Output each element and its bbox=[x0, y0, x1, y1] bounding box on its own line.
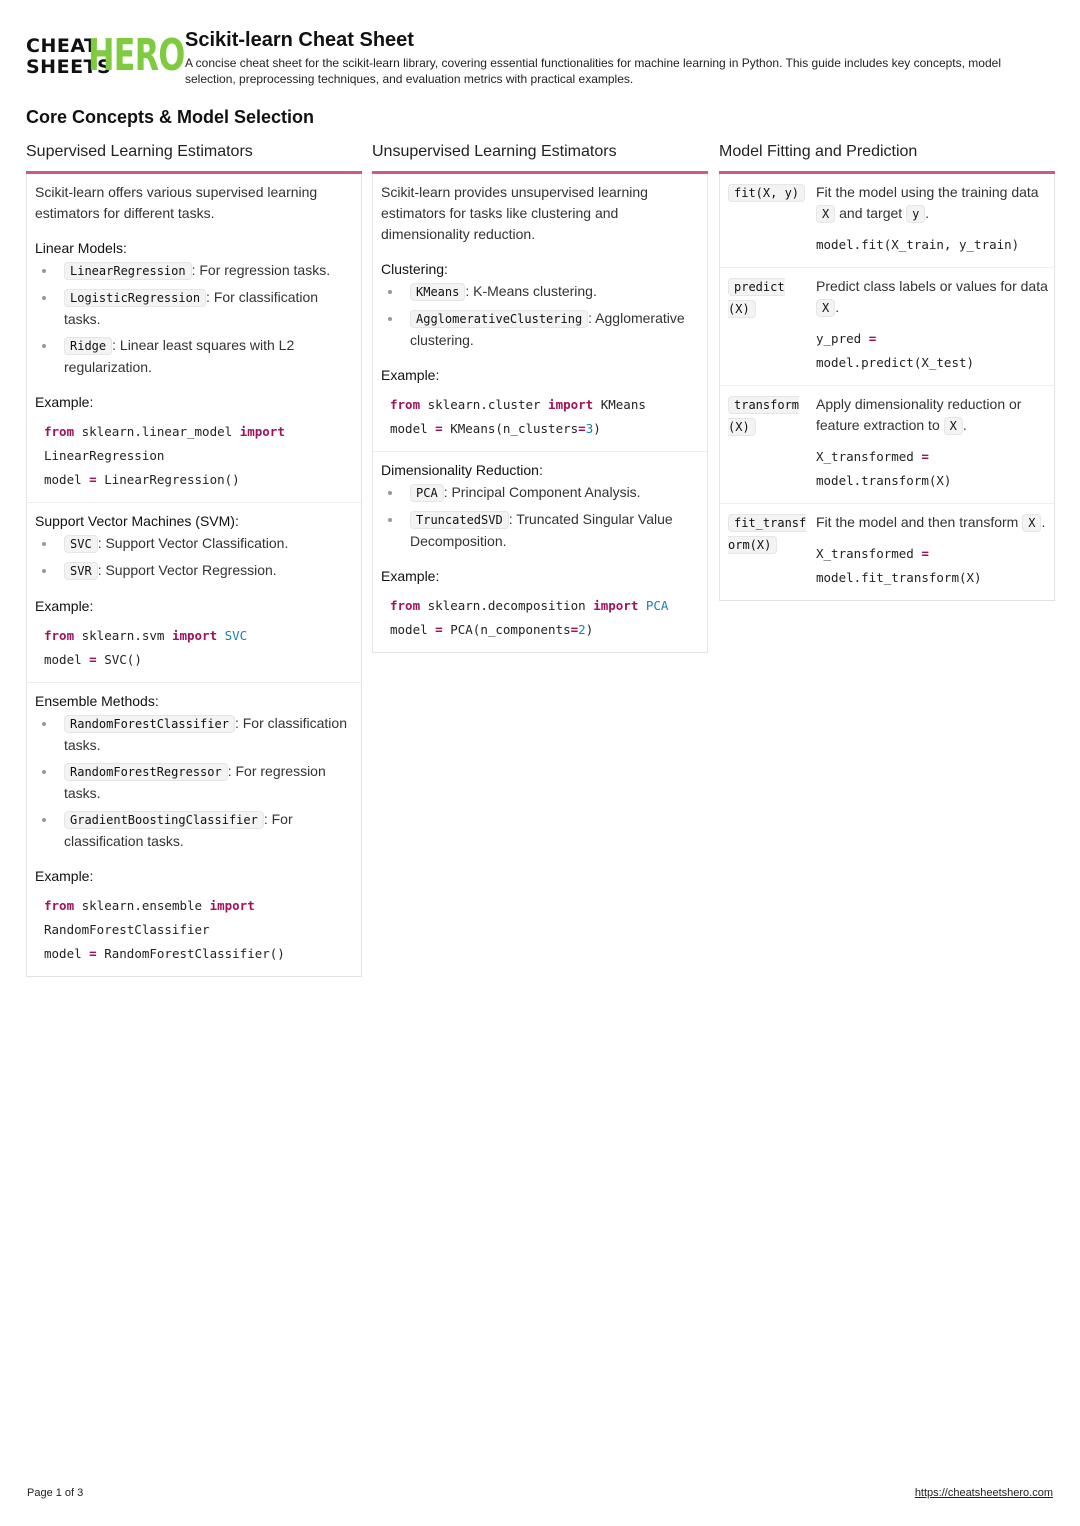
code-block bbox=[381, 385, 699, 441]
code-operator: = bbox=[921, 546, 929, 561]
code-operator: = bbox=[435, 421, 443, 436]
method-name bbox=[728, 512, 808, 590]
svm-heading: Support Vector Machines (SVM): bbox=[35, 513, 239, 529]
example-label: Example: bbox=[35, 598, 94, 614]
desc-text: Fit the model using the training data bbox=[816, 184, 1039, 200]
desc-text: . bbox=[962, 417, 967, 433]
code-text: model bbox=[44, 472, 90, 487]
logo-hero: HERO bbox=[88, 30, 185, 81]
inline-code: RandomForestClassifier bbox=[64, 715, 235, 733]
list-item bbox=[35, 533, 353, 555]
page-title: Scikit-learn Cheat Sheet bbox=[185, 29, 414, 51]
inline-code: SVR bbox=[64, 562, 98, 580]
method-name bbox=[728, 276, 808, 375]
code-operator: = bbox=[868, 331, 877, 346]
item-text: : Linear least squares with L2 regularization. bbox=[64, 337, 295, 375]
desc-text: . bbox=[835, 299, 840, 315]
list-item bbox=[35, 761, 353, 804]
code-text: sklearn.svm bbox=[74, 628, 172, 643]
dim-reduction-list bbox=[381, 482, 699, 552]
example-label: Example: bbox=[381, 568, 440, 584]
inline-code: KMeans bbox=[410, 283, 465, 301]
block-linear-models bbox=[27, 174, 361, 503]
code-text: ) bbox=[593, 421, 601, 436]
inline-code: LogisticRegression bbox=[64, 289, 206, 307]
code-keyword: import bbox=[239, 424, 285, 439]
item-text: : Support Vector Regression. bbox=[97, 562, 277, 578]
intro-text: Scikit-learn provides unsupervised learning estimators for tasks like clustering and dimensionality reduction. bbox=[381, 184, 648, 242]
code-text: model.fit(X_train, y_train) bbox=[816, 237, 1020, 252]
code-text: model.fit_transform(X) bbox=[816, 570, 982, 585]
method-row-transform bbox=[720, 386, 1054, 504]
code-operator: = bbox=[570, 622, 579, 637]
code-block bbox=[816, 534, 1048, 590]
desc-text: Apply dimensionality reduction or feature extraction to bbox=[816, 396, 1022, 433]
ensemble-heading: Ensemble Methods: bbox=[35, 693, 159, 709]
code-text: model.predict(X_test) bbox=[816, 355, 975, 370]
code-text: model bbox=[390, 421, 436, 436]
item-text: : For regression tasks. bbox=[191, 262, 331, 278]
list-item bbox=[35, 287, 353, 330]
code-text: SVC() bbox=[96, 652, 142, 667]
item-text: : For classification tasks. bbox=[64, 715, 347, 753]
list-item bbox=[35, 560, 353, 582]
code-class: PCA bbox=[638, 598, 669, 613]
inline-code: PCA bbox=[410, 484, 444, 502]
inline-code: Ridge bbox=[64, 337, 112, 355]
code-text: RandomForestClassifier bbox=[44, 922, 210, 937]
item-text: : K-Means clustering. bbox=[465, 283, 597, 299]
code-text: KMeans bbox=[593, 397, 646, 412]
item-text: : Support Vector Classification. bbox=[97, 535, 289, 551]
column-heading-fitting: Model Fitting and Prediction bbox=[719, 143, 1055, 174]
desc-text: Fit the model and then transform bbox=[816, 514, 1023, 530]
code-class: SVC bbox=[217, 628, 248, 643]
inline-code: transform(X) bbox=[728, 398, 800, 434]
example-label: Example: bbox=[381, 367, 440, 383]
code-text: PCA(n_components bbox=[442, 622, 571, 637]
method-description bbox=[808, 512, 1048, 590]
inline-code: fit_transform(X) bbox=[728, 516, 807, 552]
code-keyword: import bbox=[209, 898, 255, 913]
linear-models-heading: Linear Models: bbox=[35, 240, 127, 256]
list-item bbox=[35, 809, 353, 852]
method-description bbox=[808, 394, 1048, 493]
logo-line-cheat: CHEAT bbox=[26, 35, 98, 57]
block-clustering bbox=[373, 174, 707, 452]
block-dim-reduction bbox=[373, 452, 707, 652]
linear-models-list bbox=[35, 260, 353, 378]
code-operator: = bbox=[921, 449, 929, 464]
inline-code: X bbox=[816, 299, 835, 317]
code-block bbox=[816, 437, 1048, 493]
cheatsheetshero-logo[interactable] bbox=[26, 30, 185, 81]
code-keyword: from bbox=[390, 598, 421, 613]
desc-text: and target bbox=[835, 205, 907, 221]
inline-code: GradientBoostingClassifier bbox=[64, 811, 264, 829]
column-heading-supervised: Supervised Learning Estimators bbox=[26, 143, 362, 174]
block-svm bbox=[27, 503, 361, 683]
code-keyword: from bbox=[44, 424, 75, 439]
clustering-list bbox=[381, 281, 699, 351]
list-item bbox=[381, 482, 699, 504]
page-subtitle: A concise cheat sheet for the scikit-learn library, covering essential functionalities for machine learning in Python. This guide includes key concepts, model selection, preprocessing techniques, and evaluation metrics with practical examples. bbox=[185, 56, 1001, 86]
desc-text: . bbox=[925, 205, 930, 221]
intro-text: Scikit-learn offers various supervised learning estimators for different tasks. bbox=[35, 184, 318, 221]
code-text: sklearn.ensemble bbox=[74, 898, 210, 913]
panel-unsupervised bbox=[372, 174, 708, 653]
panel-fitting bbox=[719, 174, 1055, 601]
item-text: : For regression tasks. bbox=[64, 763, 326, 801]
page-header bbox=[26, 28, 1056, 92]
code-text: sklearn.cluster bbox=[420, 397, 549, 412]
code-operator: = bbox=[89, 472, 97, 487]
list-item bbox=[381, 308, 699, 351]
code-text: model bbox=[390, 622, 436, 637]
code-text: RandomForestClassifier() bbox=[96, 946, 285, 961]
code-text: model bbox=[44, 652, 90, 667]
inline-code: RandomForestRegressor bbox=[64, 763, 228, 781]
method-name bbox=[728, 394, 808, 493]
item-text: : Agglomerative clustering. bbox=[410, 310, 685, 348]
clustering-heading: Clustering: bbox=[381, 261, 448, 277]
inline-code: fit(X, y) bbox=[728, 184, 805, 202]
code-text: X_transformed bbox=[816, 546, 922, 561]
desc-text: Predict class labels or values for data bbox=[816, 278, 1048, 294]
inline-code: X bbox=[944, 417, 963, 435]
list-item bbox=[35, 335, 353, 378]
section-title: Core Concepts & Model Selection bbox=[26, 107, 315, 127]
code-text: ) bbox=[585, 622, 594, 637]
item-text: : Principal Component Analysis. bbox=[443, 484, 641, 500]
item-text: : Truncated Singular Value Decomposition. bbox=[410, 511, 673, 549]
code-text: model bbox=[44, 946, 90, 961]
column-heading-unsupervised: Unsupervised Learning Estimators bbox=[372, 143, 708, 174]
inline-code: y bbox=[906, 205, 925, 223]
code-operator: = bbox=[89, 946, 97, 961]
example-label: Example: bbox=[35, 394, 94, 410]
inline-code: X bbox=[816, 205, 835, 223]
block-ensemble bbox=[27, 683, 361, 976]
code-block bbox=[381, 586, 699, 642]
code-text: sklearn.decomposition bbox=[420, 598, 594, 613]
example-label: Example: bbox=[35, 868, 94, 884]
inline-code: predict(X) bbox=[728, 280, 785, 316]
code-block bbox=[816, 225, 1048, 257]
code-text: sklearn.linear_model bbox=[74, 424, 240, 439]
code-keyword: import bbox=[593, 598, 639, 613]
inline-code: SVC bbox=[64, 535, 98, 553]
inline-code: X bbox=[1022, 514, 1041, 532]
method-row-fit bbox=[720, 174, 1054, 268]
code-operator: = bbox=[89, 652, 97, 667]
list-item bbox=[35, 713, 353, 756]
method-description bbox=[808, 182, 1048, 257]
item-text: : For classification tasks. bbox=[64, 289, 319, 327]
code-text: X_transformed bbox=[816, 449, 922, 464]
site-link[interactable]: https://cheatsheetshero.com bbox=[914, 1487, 1053, 1499]
logo-line-sheets: SHEETS bbox=[26, 56, 112, 78]
method-row-predict bbox=[720, 268, 1054, 386]
method-row-fit-transform bbox=[720, 504, 1054, 600]
inline-code: LinearRegression bbox=[64, 262, 192, 280]
list-item bbox=[381, 281, 699, 303]
inline-code: AgglomerativeClustering bbox=[410, 310, 588, 328]
code-block bbox=[35, 412, 353, 492]
code-number: 3 bbox=[585, 421, 594, 436]
item-text: : For classification tasks. bbox=[64, 811, 293, 849]
code-text: LinearRegression bbox=[44, 448, 165, 463]
code-text: KMeans(n_clusters bbox=[442, 421, 579, 436]
code-number: 2 bbox=[578, 622, 586, 637]
code-keyword: import bbox=[171, 628, 218, 643]
method-description bbox=[808, 276, 1048, 375]
page-number: Page 1 of 3 bbox=[27, 1487, 84, 1499]
code-operator: = bbox=[435, 622, 443, 637]
code-keyword: from bbox=[390, 397, 421, 412]
code-block bbox=[816, 319, 1048, 375]
code-keyword: import bbox=[548, 397, 594, 412]
panel-supervised bbox=[26, 174, 362, 977]
method-name bbox=[728, 182, 808, 257]
code-block bbox=[35, 616, 353, 672]
ensemble-list bbox=[35, 713, 353, 852]
code-text: LinearRegression() bbox=[96, 472, 240, 487]
code-operator: = bbox=[578, 421, 586, 436]
list-item bbox=[381, 509, 699, 552]
code-text: y_pred bbox=[816, 331, 869, 346]
code-text: model.transform(X) bbox=[816, 473, 952, 488]
code-keyword: from bbox=[44, 898, 75, 913]
list-item bbox=[35, 260, 353, 282]
svm-list bbox=[35, 533, 353, 582]
dim-reduction-heading: Dimensionality Reduction: bbox=[381, 462, 543, 478]
inline-code: TruncatedSVD bbox=[410, 511, 509, 529]
code-block bbox=[35, 886, 353, 966]
code-keyword: from bbox=[44, 628, 75, 643]
desc-text: . bbox=[1041, 514, 1046, 530]
